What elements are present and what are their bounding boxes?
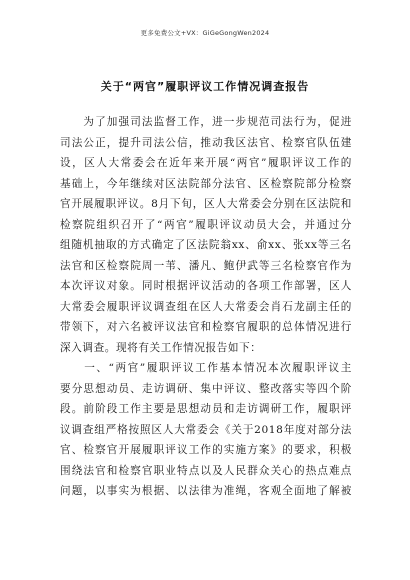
body-line: 官、检察官开展履职评议工作的实施方案》的要求，积极 <box>60 444 352 456</box>
body-line: 深入调查。现将有关工作情况报告如下： <box>60 341 262 354</box>
body-line: 围绕法官和检察官职业特点以及人民群众关心的热点难点 <box>60 464 352 477</box>
body-line: 议调查组严格按照区人大常委会《关于2018年度对部分法 <box>60 423 352 436</box>
body-line: 问题，以事实为根据、以法律为准绳，客观全面地了解被 <box>60 485 352 497</box>
header-note: 更多免费公文+VX：GiGeGongWen2024 <box>140 29 270 37</box>
body-line: 一、“两官”履职评议工作基本情况本次履职评议主 <box>60 362 352 374</box>
body-line: 设，区人大常委会在近年来开展“两官”履职评议工作的 <box>60 157 352 169</box>
body-line: 法官和区检察院周一苇、潘凡、鲍伊武等三名检察官作为 <box>60 259 352 272</box>
body-line: 要分思想动员、走访调研、集中评议、整改落实等四个阶 <box>60 382 352 395</box>
body-line: 为了加强司法监督工作，进一步规范司法行为，促进 <box>60 116 352 128</box>
body-line: 基础上，今年继续对区法院部分法官、区检察院部分检察 <box>60 177 352 190</box>
body-line: 带领下，对六名被评议法官和检察官履职的总体情况进行 <box>60 321 352 333</box>
body-line: 本次评议对象。同时根据评议活动的各项工作部署，区人 <box>60 280 352 292</box>
body-line: 司法公正，提升司法公信，推动我区法官、检察官队伍建 <box>60 136 352 149</box>
body-line: 大常委会履职评议调查组在区人大常委会肖石龙副主任的 <box>60 300 352 313</box>
document-title: 关于“两官”履职评议工作情况调查报告 <box>100 80 310 93</box>
body-line: 段。前阶段工作主要是思想动员和走访调研工作，履职评 <box>60 403 352 415</box>
body-line: 组随机抽取的方式确定了区法院翁xx、俞xx、张xx等三名 <box>60 239 352 251</box>
body-line: 检察院组织召开了“两官”履职评议动员大会，并通过分 <box>60 218 352 231</box>
body-text <box>60 112 352 502</box>
body-line: 官开展履职评议。8月下旬，区人大常委会分别在区法院和 <box>60 198 352 210</box>
